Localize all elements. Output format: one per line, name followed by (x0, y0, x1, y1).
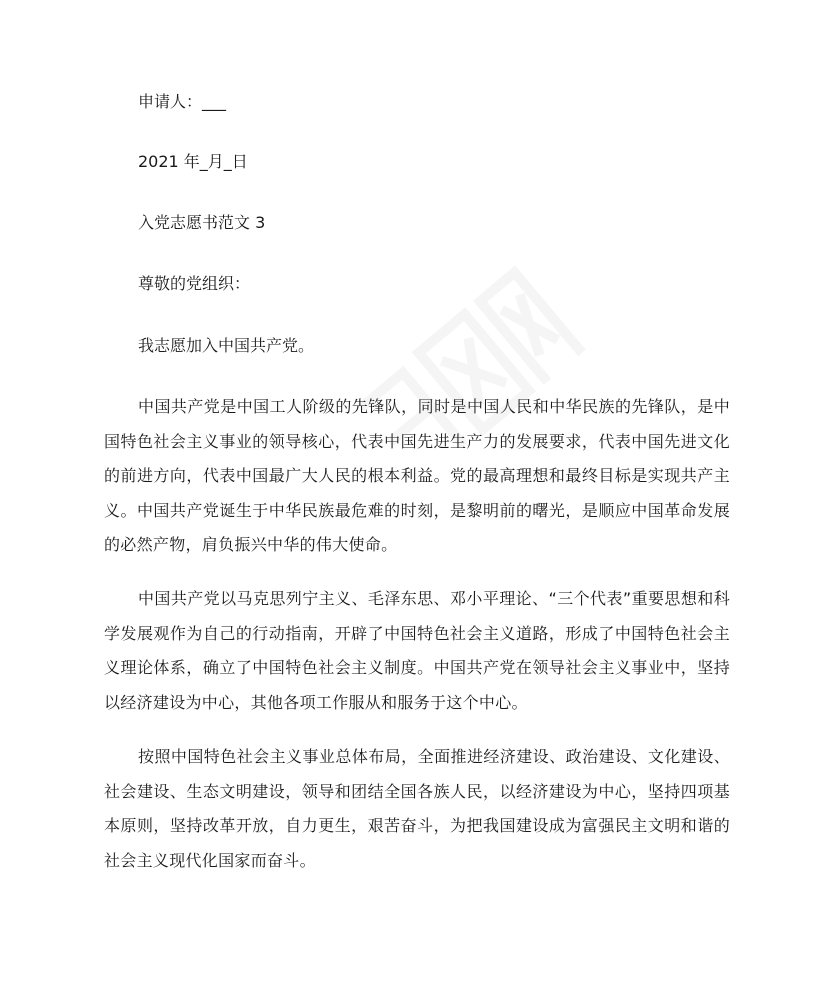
salutation: 尊敬的党组织： (138, 274, 251, 293)
paragraph-2: 中国共产党以马克思列宁主义、毛泽东思、邓小平理论、“三个代表”重要思想和科学发展观作为自己的行动指南，开辟了中国特色社会主义道路，形成了中国特色社会主义理论体系，确立了中国特色社会主义制度。中国共产党在领导社会主义事业中，坚持以经济建设为中心，其他各项工作服从和服务于这个中心。 (104, 589, 730, 712)
document-title: 入党志愿书范文 3 (138, 213, 266, 232)
applicant-line: 申请人：___ (138, 92, 227, 111)
paragraph-1: 中国共产党是中国工人阶级的先锋队，同时是中国人民和中华民族的先锋队，是中国特色社会主义事业的领导核心，代表中国先进生产力的发展要求，代表中国先进文化的前进方向，代表中国最广大人民的根本利益。党的最高理想和最终目标是实现共产主义。中国共产党诞生于中华民族最危难的时刻，是黎明前的曙光，是顺应中国革命发展的必然产物，肩负振兴中华的伟大使命。 (104, 397, 730, 554)
date-line: 2021 年_月_日 (138, 152, 248, 171)
statement: 我志愿加入中国共产党。 (138, 336, 315, 355)
paragraph-3: 按照中国特色社会主义事业总体布局，全面推进经济建设、政治建设、文化建设、社会建设、生态文明建设，领导和团结全国各族人民，以经济建设为中心，坚持四项基本原则，坚持改革开放，自力更生，艰苦奋斗，为把我国建设成为富强民主文明和谐的社会主义现代化国家而奋斗。 (104, 747, 730, 870)
